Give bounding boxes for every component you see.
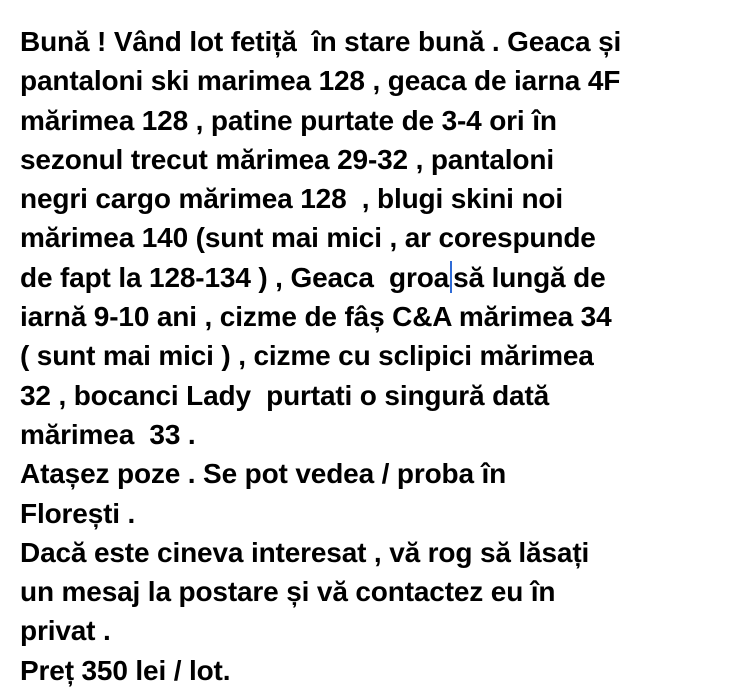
text-line: mărimea 140 (sunt mai mici , ar corespunde: [20, 222, 596, 254]
text-line: Dacă este cineva interesat , vă rog să lăsați: [20, 536, 590, 568]
text-line: iarnă 9-10 ani , cizme de fâș C&A mărimea 34: [20, 301, 612, 333]
note-text[interactable]: [20, 22, 740, 690]
text-line: Bună ! Vând lot fetiță în stare bună . Geaca și: [20, 26, 622, 57]
text-line: Atașez poze . Se pot vedea / proba în: [20, 458, 507, 490]
text-line: mărimea 128 , patine purtate de 3-4 ori în: [20, 104, 557, 136]
text-line: Florești .: [20, 497, 136, 529]
text-line: negri cargo mărimea 128 , blugi skini noi: [20, 183, 563, 215]
text-line: sezonul trecut mărimea 29-32 , pantaloni: [20, 143, 554, 175]
text-segment-after-cursor: să lungă de: [453, 261, 606, 293]
text-cursor: [450, 261, 452, 293]
text-line: mărimea 33 .: [20, 418, 196, 450]
text-line: privat .: [20, 615, 111, 647]
text-line: un mesaj la postare și vă contactez eu în: [20, 576, 556, 608]
text-line-with-cursor: [20, 258, 740, 297]
text-segment-before-cursor: de fapt la 128-134 ) , Geaca groa: [20, 261, 450, 293]
text-line: Preț 350 lei / lot.: [20, 654, 231, 686]
text-line: ( sunt mai mici ) , cizme cu sclipici mărimea: [20, 340, 594, 372]
text-line: 32 , bocanci Lady purtati o singură dată: [20, 379, 550, 411]
text-line: pantaloni ski marimea 128 , geaca de iarna 4F: [20, 65, 621, 97]
